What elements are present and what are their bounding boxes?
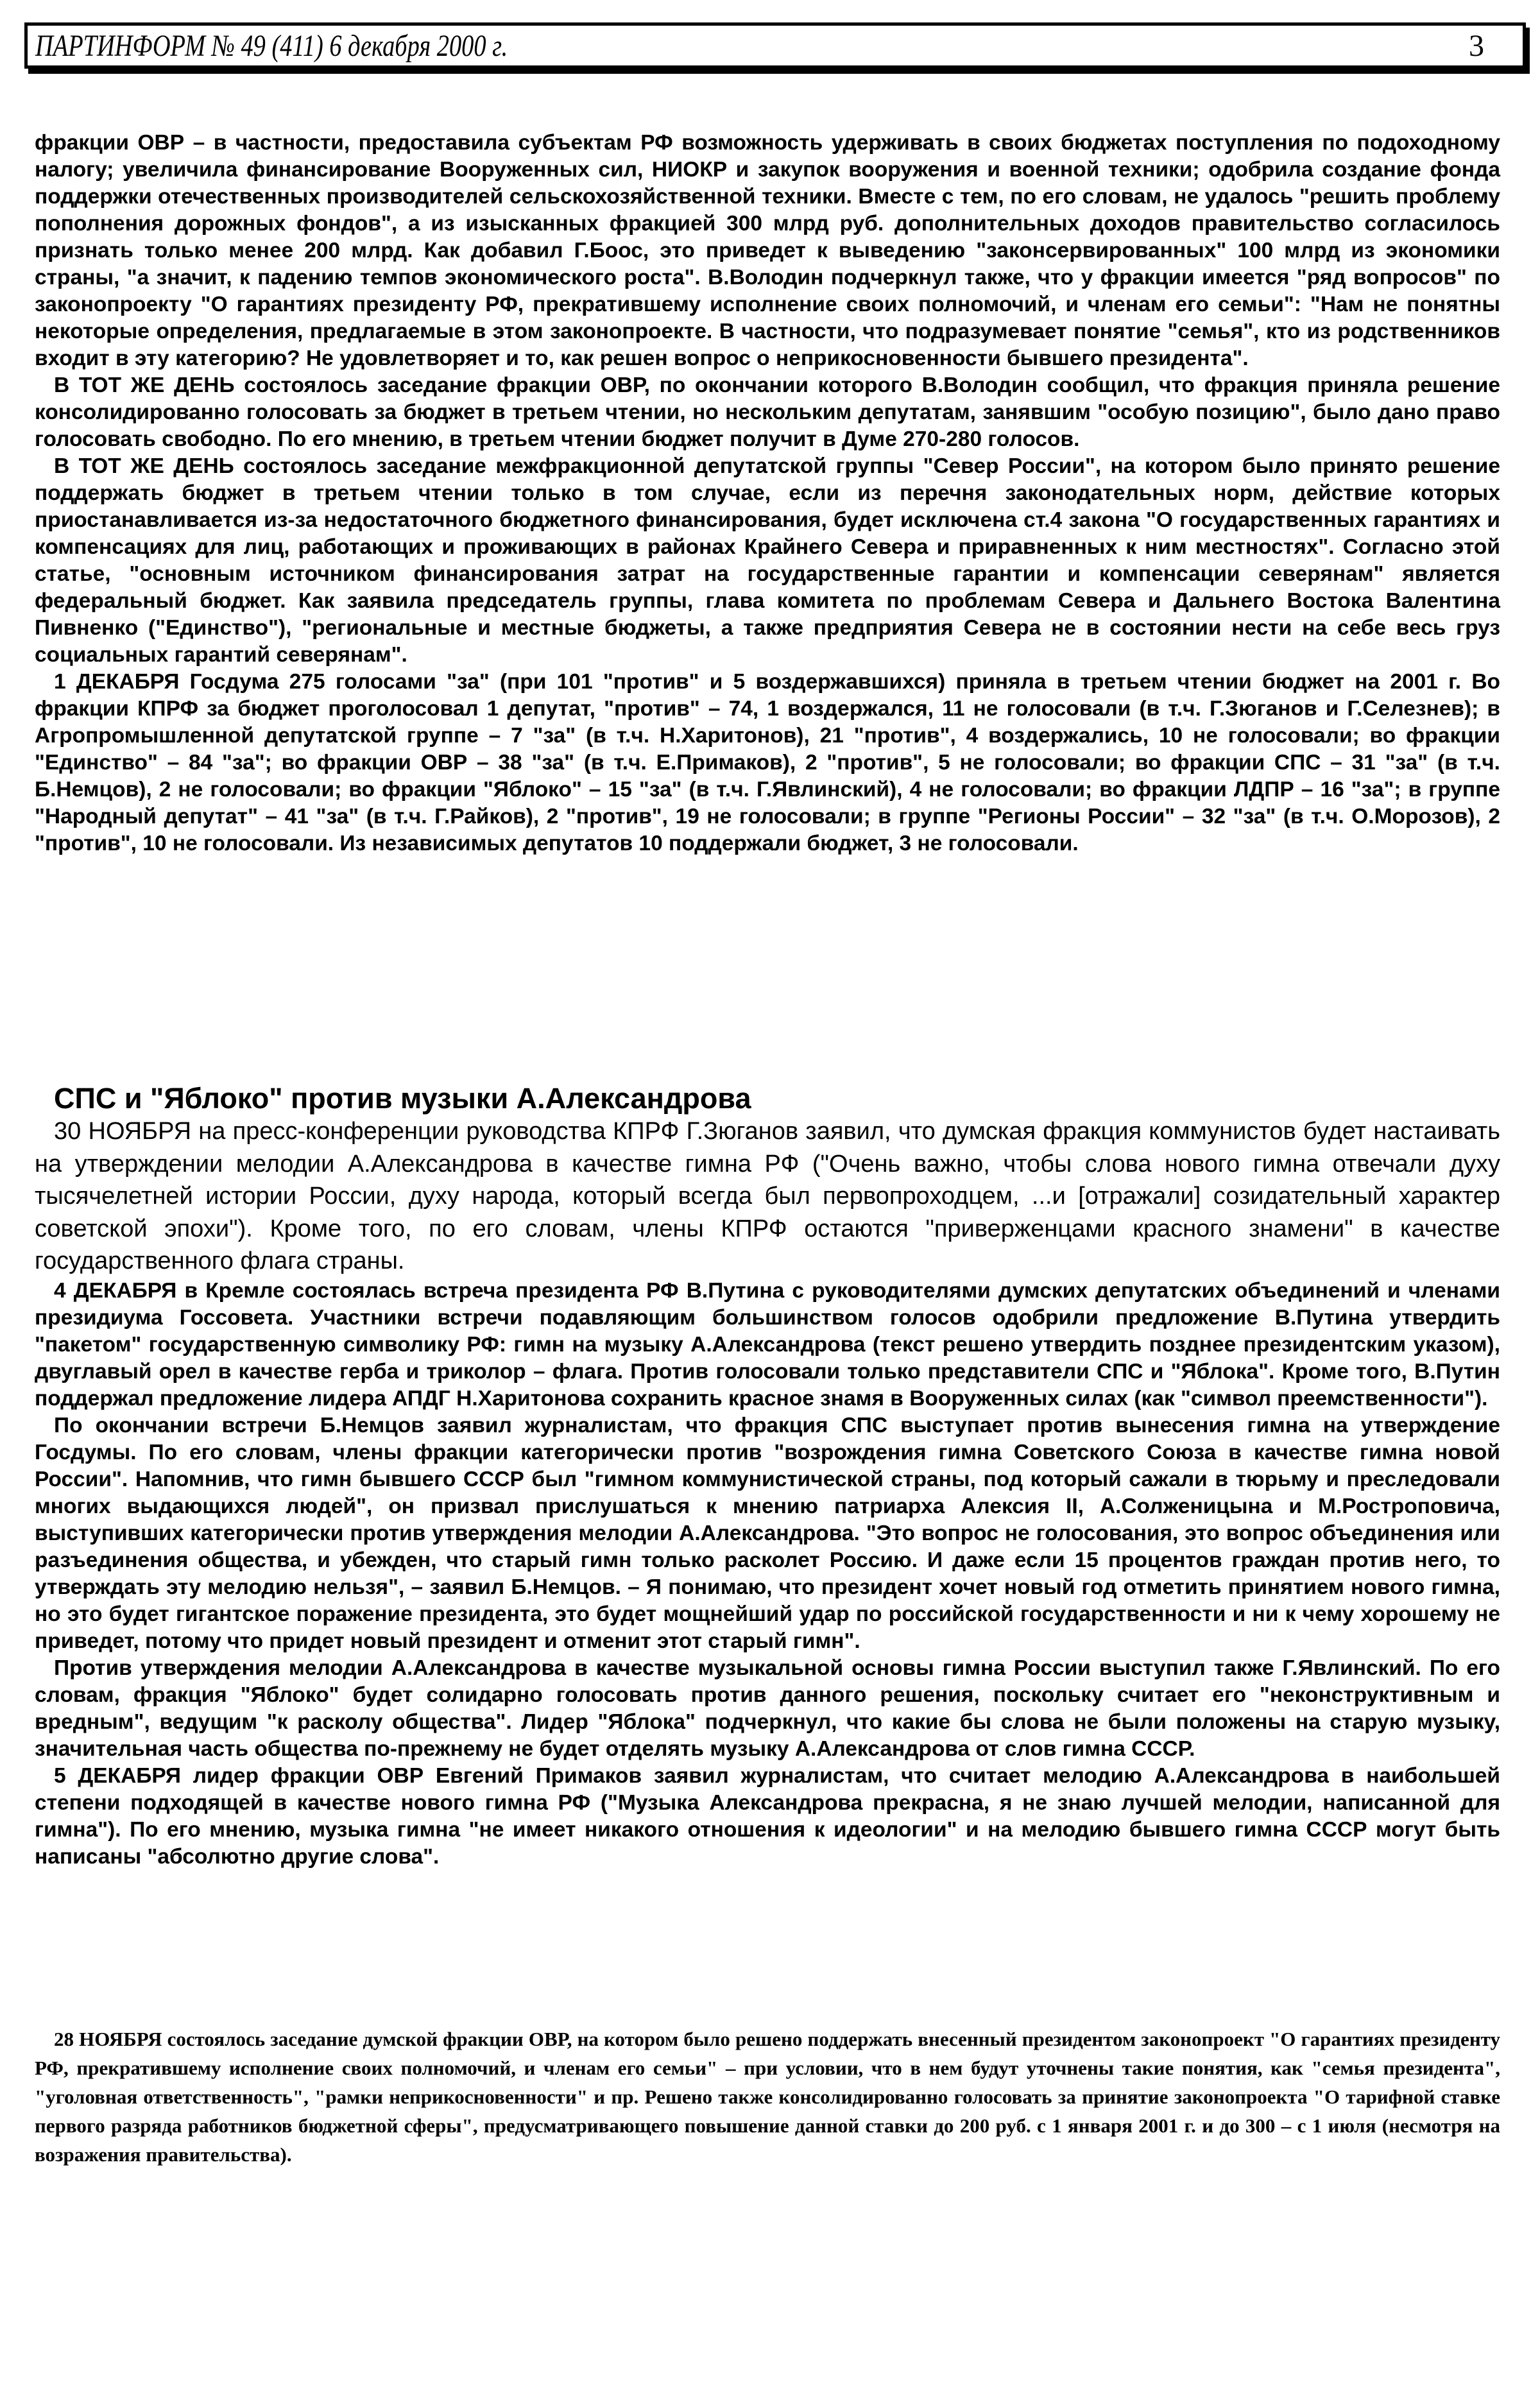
page-header <box>24 22 1526 69</box>
paragraph: По окончании встречи Б.Немцов заявил журналистам, что фракция СПС выступает против вынесения гимна на утверждение Госдумы. По его словам, члены фракции категорически против "возрождения гимна Советского Союза в качестве гимна новой России". Напомнив, что гимн бывшего СССР был "гимном коммунистической страны, под который сажали в тюрьму и преследовали многих выдающихся людей", он призвал прислушаться к мнению патриарха Алексия II, А.Солженицына и М.Ростроповича, выступивших категорически против утверждения мелодии А.Александрова. "Это вопрос не голосования, это вопрос объединения или разъединения общества, и убежден, что старый гимн только расколет Россию. И даже если 15 процентов граждан против него, то утверждать эту мелодию нельзя", – заявил Б.Немцов. – Я понимаю, что президент хочет новый год отметить принятием нового гимна, но это будет гигантское поражение президента, это будет мощнейший удар по российской государственности и ни к чему хорошему не приведет, потому что придет новый президент и отменит этот старый гимн". <box>35 1413 1500 1653</box>
paragraph: 5 ДЕКАБРЯ лидер фракции ОВР Евгений Примаков заявил журналистам, что считает мелодию А.Александрова в наибольшей степени подходящей в качестве нового гимна РФ ("Музыка Александрова прекрасна, я не знаю лучшей мелодии, написанной для гимна"). По его мнению, музыка гимна "не имеет никакого отношения к идеологии" и на мелодию бывшего гимна СССР могут быть написаны "абсолютно другие слова". <box>35 1763 1500 1869</box>
publication-title: ПАРТИНФОРМ № 49 (411) 6 декабря 2000 г. <box>35 29 508 63</box>
paragraph: фракции ОВР – в частности, предоставила субъектам РФ возможность удерживать в своих бюджетах поступления по подоходному налогу; увеличила финансирование Вооруженных сил, НИОКР и закупок вооружения и военной техники; одобрила создание фонда поддержки отечественных производителей сельскохозяйственной техники. Вместе с тем, по его словам, не удалось "решить проблему пополнения дорожных фондов", а из изысканных фракцией 300 млрд руб. дополнительных доходов правительство согласилось признать только менее 200 млрд. Как добавил Г.Боос, это приведет к выведению "законсервированных" 100 млрд из экономики страны, "а значит, к падению темпов экономического роста". В.Володин подчеркнул также, что у фракции имеется "ряд вопросов" по законопроекту "О гарантиях президенту РФ, прекратившему исполнение своих полномочий, и членам его семьи": "Нам не понятны некоторые определения, предлагаемые в этом законопроекте. В частности, что подразумевает понятие "семья", кто из родственников входит в эту категорию? Не удовлетворяет и то, как решен вопрос о неприкосновенности бывшего президента". <box>35 131 1500 370</box>
hymn-article <box>35 1082 1500 1871</box>
paragraph: В ТОТ ЖЕ ДЕНЬ состоялось заседание межфракционной депутатской группы "Север России", на котором было принято решение поддержать бюджет в третьем чтении только в том случае, если из перечня законодательных норм, действие которых приостанавливается из-за недостаточного бюджетного финансирования, будет исключена ст.4 закона "О государственных гарантиях и компенсациях для лиц, работающих и проживающих в районах Крайнего Севера и приравненных к ним местностях". Согласно этой статье, "основным источником финансирования затрат на государственные гарантии и компенсации северянам" является федеральный бюджет. Как заявила председатель группы, глава комитета по проблемам Севера и Дальнего Востока Валентина Пивненко ("Единство"), "региональные и местные бюджеты, а также предприятия Севера не в состоянии нести на себе весь груз социальных гарантий северянам". <box>35 454 1500 667</box>
news-note <box>35 2025 1500 2169</box>
page-number: 3 <box>1469 29 1484 63</box>
top-article <box>35 130 1500 857</box>
paragraph: Против утверждения мелодии А.Александрова в качестве музыкальной основы гимна России выступил также Г.Явлинский. По его словам, фракция "Яблоко" будет солидарно голосовать против данного решения, поскольку считает его "неконструктивным и вредным", ведущим "к расколу общества". Лидер "Яблока" подчеркнул, что какие бы слова не были положены на старую музыку, значительная часть общества по-прежнему не будет отделять музыку А.Александрова от слов гимна СССР. <box>35 1656 1500 1761</box>
note-paragraph: 28 НОЯБРЯ состоялось заседание думской фракции ОВР, на котором было решено поддержать внесенный президентом законопроект "О гарантиях президенту РФ, прекратившему исполнение своих полномочий, и членам его семьи" – при условии, что в нем будут уточнены такие понятия, как "семья президента", "уголовная ответственность", "рамки неприкосновенности" и пр. Решено также консолидированно голосовать за принятие законопроекта "О тарифной ставке первого разряда работников бюджетной сферы", предусматривающего повышение данной ставки до 200 руб. с 1 января 2001 г. и до 300 – с 1 июля (несмотря на возражения правительства). <box>35 2028 1500 2166</box>
paragraph: В ТОТ ЖЕ ДЕНЬ состоялось заседание фракции ОВР, по окончании которого В.Володин сообщил, что фракция приняла решение консолидированно голосовать за бюджет в третьем чтении, но нескольким депутатам, занявшим "особую позицию", было дано право голосовать свободно. По его мнению, в третьем чтении бюджет получит в Думе 270-280 голосов. <box>35 373 1500 451</box>
paragraph: 4 ДЕКАБРЯ в Кремле состоялась встреча президента РФ В.Путина с руководителями думских депутатских объединений и членами президиума Госсовета. Участники встречи подавляющим большинством голосов одобрили предложение В.Путина утвердить "пакетом" государственную символику РФ: гимн на музыку А.Александрова (текст решено утвердить позднее президентским указом), двуглавый орел в качестве герба и триколор – флага. Против голосовали только представители СПС и "Яблока". Кроме того, В.Путин поддержал предложение лидера АПДГ Н.Харитонова сохранить красное знамя в Вооруженных силах (как "символ преемственности"). <box>35 1278 1500 1410</box>
section-heading: СПС и "Яблоко" против музыки А.Александрова <box>54 1082 751 1115</box>
paragraph: 1 ДЕКАБРЯ Госдума 275 голосами "за" (при 101 "против" и 5 воздержавшихся) приняла в третьем чтении бюджет на 2001 г. Во фракции КПРФ за бюджет проголосовал 1 депутат, "против" – 74, 1 воздержался, 11 не голосовали (в т.ч. Г.Зюганов и Г.Селезнев); в Агропромышленной депутатской группе – 7 "за" (в т.ч. Н.Харитонов), 21 "против", 4 воздержались, 10 не голосовали; во фракции "Единство" – 84 "за"; во фракции ОВР – 38 "за" (в т.ч. Е.Примаков), 2 "против", 5 не голосовали; во фракции СПС – 31 "за" (в т.ч. Б.Немцов), 2 не голосовали; во фракции "Яблоко" – 15 "за" (в т.ч. Г.Явлинский), 4 не голосовали; во фракции ЛДПР – 16 "за"; в группе "Народный депутат" – 41 "за" (в т.ч. Г.Райков), 2 "против", 19 не голосовали; в группе "Регионы России" – 32 "за" (в т.ч. О.Морозов), 2 "против", 10 не голосовали. Из независимых депутатов 10 поддержали бюджет, 3 не голосовали. <box>35 670 1500 855</box>
lead-paragraph: 30 НОЯБРЯ на пресс-конференции руководства КПРФ Г.Зюганов заявил, что думская фракция коммунистов будет настаивать на утверждении мелодии А.Александрова в качестве гимна РФ ("Очень важно, чтобы слова нового гимна отвечали духу тысячелетней истории России, духу народа, который всегда был первопроходцем, ...и [отражали] созидательный характер советской эпохи"). Кроме того, по его словам, члены КПРФ остаются "приверженцами красного знамени" в качестве государственного флага страны. <box>35 1118 1500 1274</box>
